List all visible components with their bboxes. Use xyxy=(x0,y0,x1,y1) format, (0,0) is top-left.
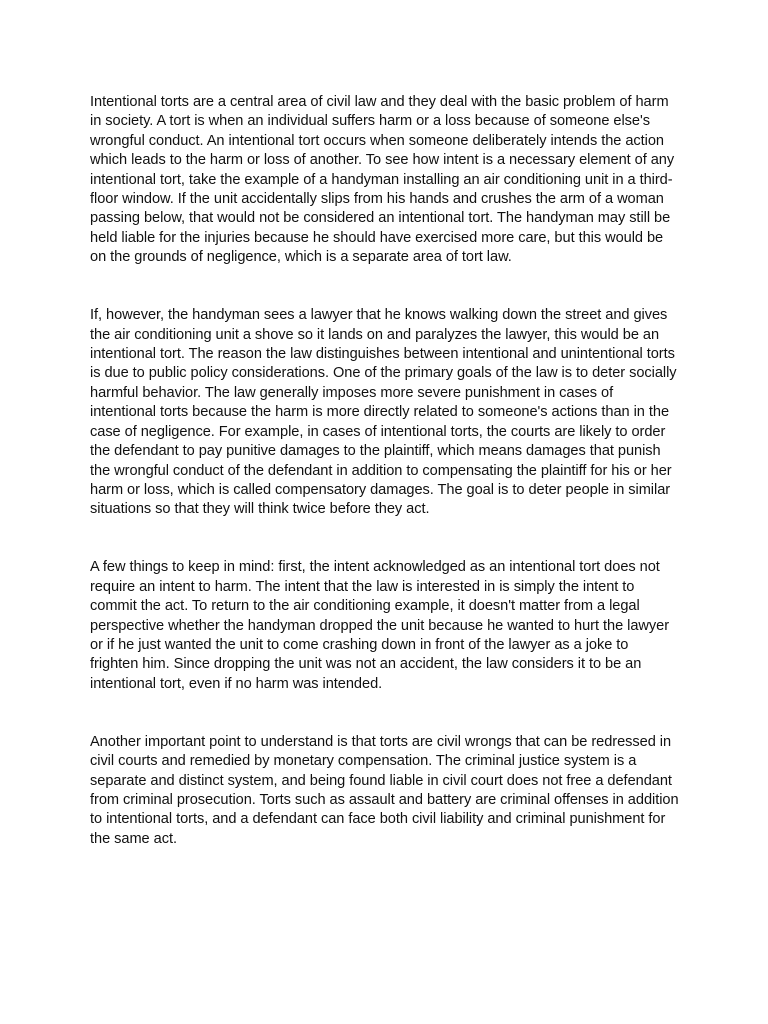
body-paragraph-4: Another important point to understand is that torts are civil wrongs that can be redressed in civil courts and remedied by monetary compensation. The criminal justice system is a separate and distinct system, and being found liable in civil court does not free a defendant from criminal prosecution. Torts such as assault and battery are criminal offenses in addition to intentional torts, and a defendant can face both civil liability and criminal punishment for the same act. xyxy=(90,733,679,847)
body-paragraph-1: Intentional torts are a central area of civil law and they deal with the basic problem of harm in society. A tort is when an individual suffers harm or a loss because of someone else's wrongful conduct. An intentional tort occurs when someone deliberately intends the action which leads to the harm or loss of another. To see how intent is a necessary element of any intentional tort, take the example of a handyman installing an air conditioning unit in a third-floor window. If the unit accidentally slips from his hands and crushes the arm of a woman passing below, that would not be considered an intentional tort. The handyman may still be held liable for the injuries because he should have exercised more care, but this would be on the grounds of negligence, which is a separate area of tort law. xyxy=(90,94,675,266)
body-paragraph-2: If, however, the handyman sees a lawyer that he knows walking down the street and gives the air conditioning unit a shove so it lands on and paralyzes the lawyer, this would be an intentional tort. The reason the law distinguishes between intentional and unintentional torts is due to public policy considerations. One of the primary goals of the law is to deter socially harmful behavior. The law generally imposes more severe punishment in cases of intentional torts because the harm is more directly related to someone's actions than in the case of negligence. For example, in cases of intentional torts, the courts are likely to order the defendant to pay punitive damages to the plaintiff, which means damages that punish the wrongful conduct of the defendant in addition to compensating the plaintiff for his or her harm or loss, which is called compensatory damages. The goal is to deter people in similar situations so that they will think twice before they act. xyxy=(90,307,677,518)
body-paragraph-3: A few things to keep in mind: first, the intent acknowledged as an intentional tort does not require an intent to harm. The intent that the law is interested in is simply the intent to commit the act. To return to the air conditioning example, it doesn't matter from a legal perspective whether the handyman dropped the unit because he wanted to hurt the lawyer or if he just wanted the unit to come crashing down in front of the lawyer as a joke to frighten him. Since dropping the unit was not an accident, the law considers it to be an intentional tort, even if no harm was intended. xyxy=(90,559,670,692)
document-body xyxy=(90,93,680,849)
